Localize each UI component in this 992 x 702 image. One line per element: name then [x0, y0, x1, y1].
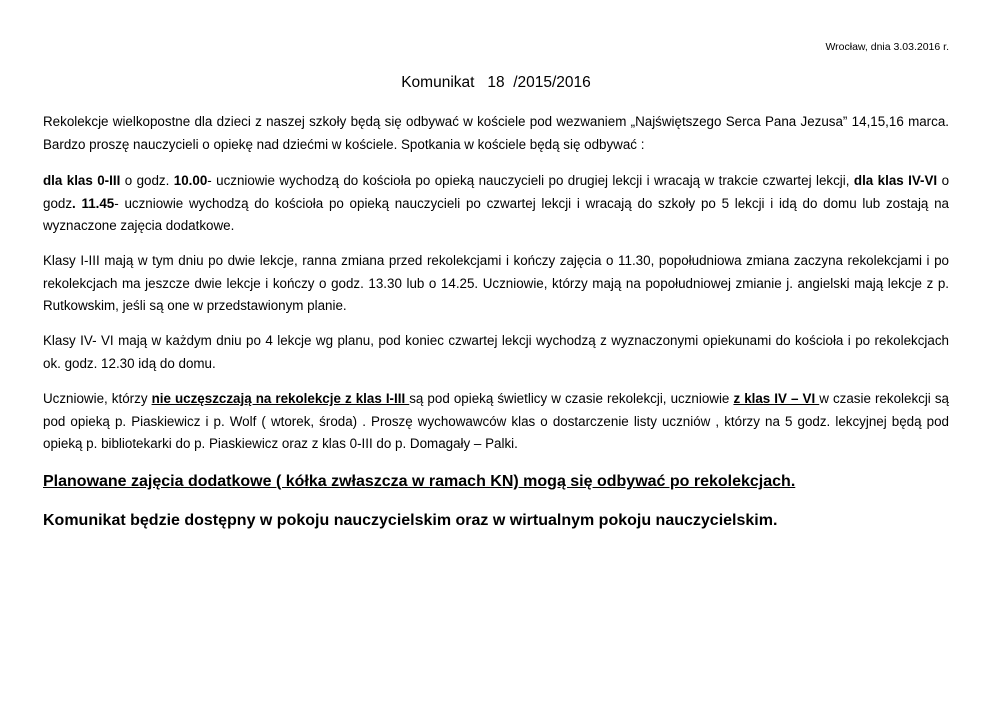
care-text: są pod opieką świetlicy w czasie rekolekcji, uczniowie: [409, 391, 734, 406]
notice-extra-activities: Planowane zajęcia dodatkowe ( kółka zwłaszcza w ramach KN) mogą się odbywać po rekolekcjach.: [43, 473, 796, 490]
document-title: Komunikat 18 /2015/2016: [401, 74, 591, 91]
schedule-text: - uczniowie wychodzą do kościoła po opieką nauczycieli po drugiej lekcji i wracają w trakcie czwartej lekcji,: [207, 173, 854, 188]
care-text: w czasie rekolekcji są pod opieką p. Piaskiewicz i p. Wolf ( wtorek, środa) . Proszę wychowawców klas o dostarczenie listy uczniów , którzy na 5 godz. lekcyjnej będą pod opieką p. bibliotekarki do p. Piaskiewicz oraz z klas 0-III do p. Domagały – Palki.: [43, 391, 949, 451]
schedule-group-4-6: dla klas IV-VI: [853, 173, 938, 188]
document-date: Wrocław, dnia 3.03.2016 r.: [825, 41, 949, 53]
schedule-text: o godz.: [120, 173, 174, 188]
paragraph-schedule: [43, 170, 949, 238]
schedule-time-0-3: 10.00: [173, 173, 208, 188]
paragraph-classes-4-6: Klasy IV- VI mają w każdym dniu po 4 lekcje wg planu, pod koniec czwartej lekcji wychodzą z wyznaczonymi opiekunami do kościoła i po rekolekcjach ok. godz. 12.30 idą do domu.: [43, 333, 949, 371]
paragraph-intro: Rekolekcje wielkopostne dla dzieci z naszej szkoły będą się odbywać w kościele pod wezwaniem „Najświętszego Serca Pana Jezusa” 14,15,16 marca. Bardzo proszę nauczycieli o opiekę nad dziećmi w kościele. Spotkania w kościele będą się odbywać :: [43, 114, 949, 152]
schedule-group-0-3: dla klas 0-III: [43, 173, 121, 188]
care-text: Uczniowie, którzy: [43, 391, 152, 406]
paragraph-care: [43, 388, 949, 456]
care-emphasis-1: nie uczęszczają na rekolekcje z klas I-III: [151, 391, 410, 406]
schedule-text: - uczniowie wychodzą do kościoła po opieką nauczycieli po czwartej lekcji i wracają do szkoły po 5 lekcji i idą do domu lub zostają na wyznaczone zajęcia dodatkowe.: [43, 195, 949, 233]
notice-availability: Komunikat będzie dostępny w pokoju nauczycielskim oraz w wirtualnym pokoju nauczycielskim.: [43, 512, 778, 529]
schedule-time-4-6: . 11.45: [72, 195, 115, 211]
schedule-text: o godz: [43, 173, 950, 211]
care-emphasis-2: z klas IV – VI: [733, 391, 820, 406]
paragraph-classes-1-3: Klasy I-III mają w tym dniu po dwie lekcje, ranna zmiana przed rekolekcjami i kończy zajęcia o 11.30, popołudniowa zmiana zaczyna rekolekcjami i po rekolekcjach ma jeszcze dwie lekcje i kończy o godz. 13.30 lub o 14.25. Uczniowie, którzy mają na popołudniowej zmianie j. angielski mają lekcje z p. Rutkowskim, jeśli są one w przedstawionym planie.: [43, 253, 949, 313]
